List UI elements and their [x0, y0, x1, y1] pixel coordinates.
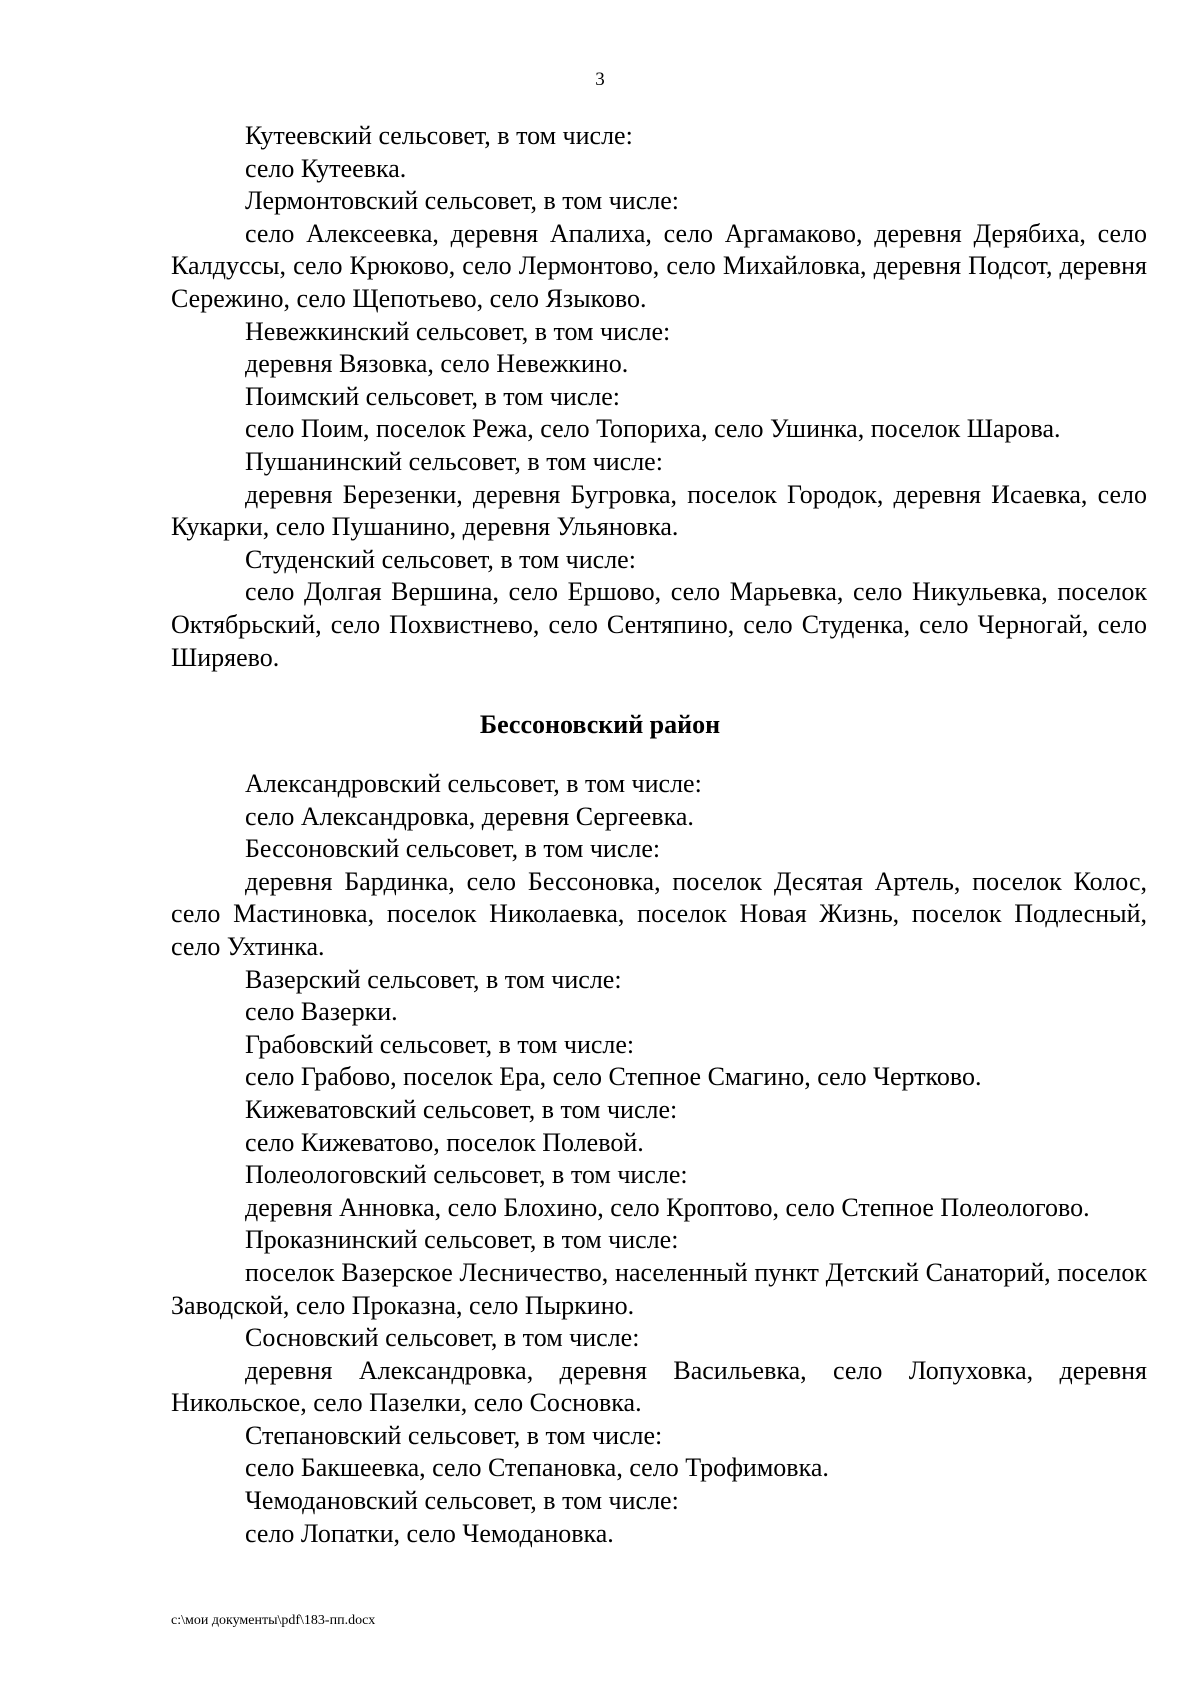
- settlement-list: село Алексеевка, деревня Апалиха, село Аргамаково, деревня Дерябиха, село Калдуссы, село Крюково, село Лермонтово, село Михайловка, деревня Подсот, деревня Сережино, село Щепотьево, село Языково.: [171, 218, 1147, 313]
- settlement-list: село Грабово, поселок Ера, село Степное Смагино, село Чертково.: [245, 1062, 982, 1092]
- council-header: Бессоновский сельсовет, в том числе:: [245, 834, 661, 864]
- settlement-list: деревня Бардинка, село Бессоновка, поселок Десятая Артель, поселок Колос, село Мастиновка, поселок Николаевка, поселок Новая Жизнь, поселок Подлесный, село Ухтинка.: [171, 866, 1147, 961]
- settlement-list: деревня Березенки, деревня Бугровка, поселок Городок, деревня Исаевка, село Кукарки, село Пушанино, деревня Ульяновка.: [171, 479, 1147, 542]
- council-header: Полеологовский сельсовет, в том числе:: [245, 1160, 688, 1190]
- council-header: Поимский сельсовет, в том числе:: [245, 381, 621, 411]
- footer-file-path: c:\мои документы\pdf\183-пп.docx: [171, 1613, 376, 1628]
- settlements-list-section-1: [171, 120, 1147, 674]
- settlement-list: село Долгая Вершина, село Ершово, село Марьевка, село Никульевка, поселок Октябрьский, село Похвистнево, село Сентяпино, село Студенка, село Черногай, село Ширяево.: [171, 577, 1147, 672]
- settlement-list: деревня Александровка, деревня Васильевка, село Лопуховка, деревня Никольское, село Пазелки, село Сосновка.: [171, 1355, 1147, 1418]
- council-header: Кутеевский сельсовет, в том числе:: [245, 121, 633, 150]
- council-header: Грабовский сельсовет, в том числе:: [245, 1029, 635, 1059]
- settlement-list: село Вазерки.: [245, 997, 398, 1027]
- district-heading: Бессоновский район: [479, 710, 721, 739]
- council-header: Степановский сельсовет, в том числе:: [245, 1420, 663, 1450]
- page-number: 3: [595, 69, 605, 90]
- council-header: Невежкинский сельсовет, в том числе:: [245, 316, 671, 346]
- council-header: Чемодановский сельсовет, в том числе:: [245, 1486, 679, 1516]
- settlement-list: село Кижеватово, поселок Полевой.: [245, 1127, 644, 1157]
- settlement-list: село Александровка, деревня Сергеевка.: [245, 801, 694, 831]
- settlement-list: село Поим, поселок Режа, село Топориха, село Ушинка, поселок Шарова.: [245, 414, 1061, 444]
- council-header: Сосновский сельсовет, в том числе:: [245, 1323, 640, 1353]
- settlement-list: село Лопатки, село Чемодановка.: [245, 1518, 614, 1548]
- settlement-list: село Бакшеевка, село Степановка, село Трофимовка.: [245, 1453, 829, 1483]
- council-header: Александровский сельсовет, в том числе:: [245, 769, 702, 798]
- council-header: Лермонтовский сельсовет, в том числе:: [245, 186, 679, 216]
- settlement-list: поселок Вазерское Лесничество, населенный пункт Детский Санаторий, поселок Заводской, село Проказна, село Пыркино.: [171, 1257, 1147, 1320]
- council-header: Пушанинский сельсовет, в том числе:: [245, 446, 663, 476]
- council-header: Студенский сельсовет, в том числе:: [245, 544, 636, 574]
- settlement-list: село Кутеевка.: [245, 153, 407, 183]
- settlements-list-section-2: [171, 768, 1147, 1550]
- council-header: Проказнинский сельсовет, в том числе:: [245, 1225, 679, 1255]
- council-header: Вазерский сельсовет, в том числе:: [245, 964, 622, 994]
- council-header: Кижеватовский сельсовет, в том числе:: [245, 1094, 678, 1124]
- settlement-list: деревня Вязовка, село Невежкино.: [245, 349, 629, 379]
- settlement-list: деревня Анновка, село Блохино, село Кроптово, село Степное Полеологово.: [245, 1192, 1090, 1222]
